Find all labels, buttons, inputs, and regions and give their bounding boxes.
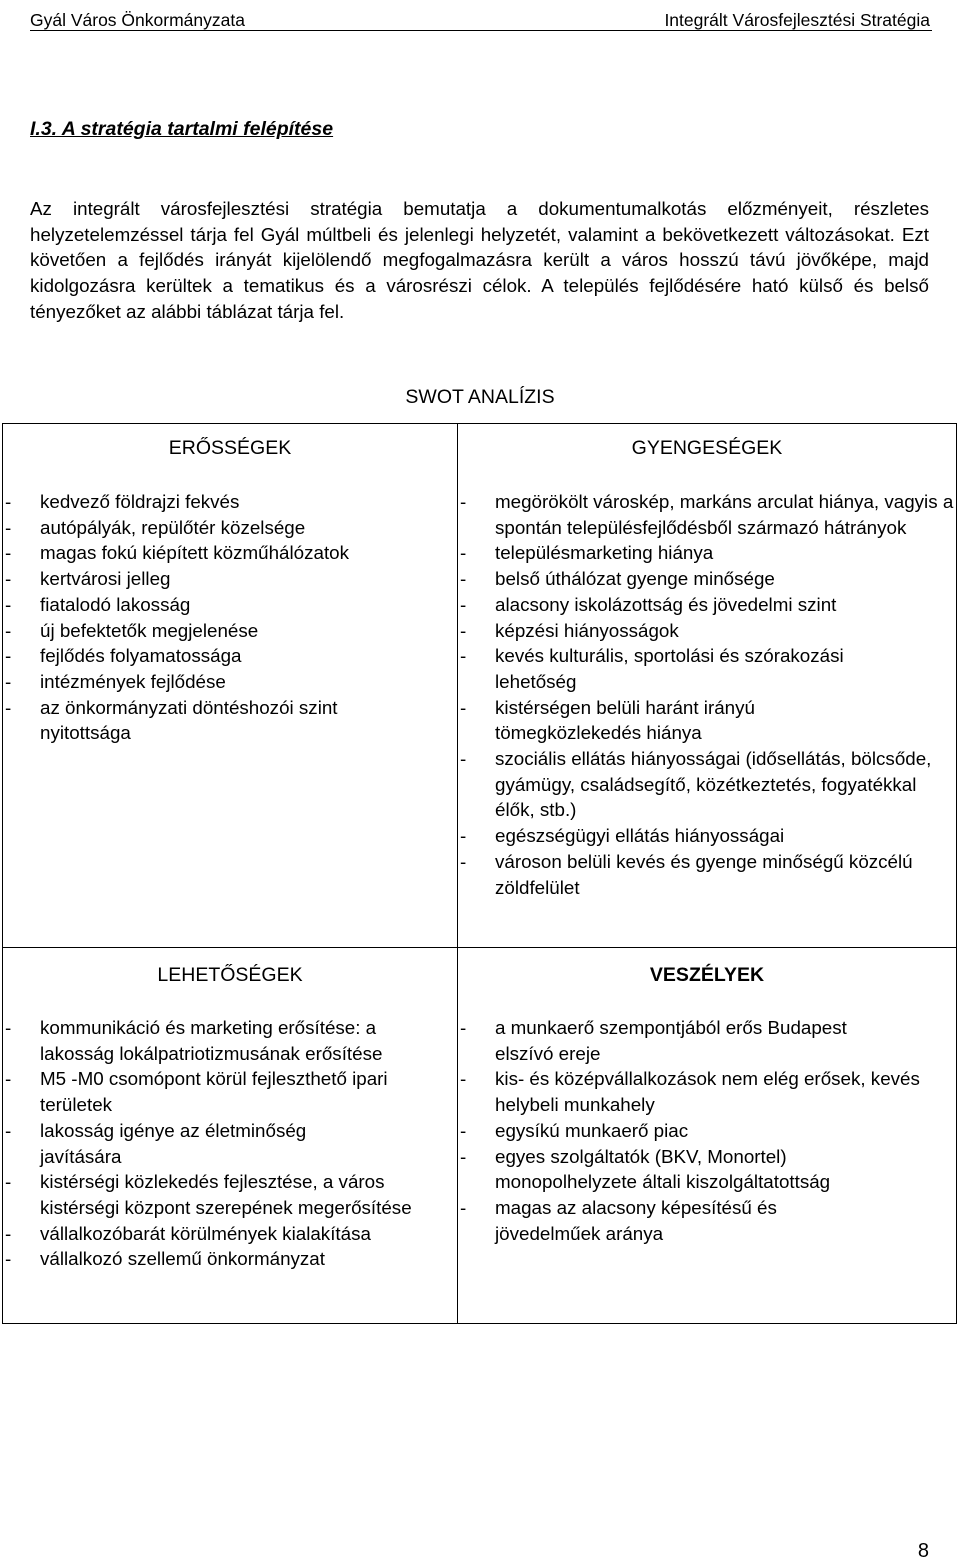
list-item: - M5 -M0 csomópont körül fejleszthető ipari területek — [5, 1066, 455, 1117]
section-title: I.3. A stratégia tartalmi felépítése — [30, 118, 334, 140]
list-item: - magas fokú kiépített közműhálózatok — [5, 540, 450, 566]
strengths-heading: ERŐSSÉGEK — [168, 437, 292, 459]
list-item: - kistérségi közlekedés fejlesztése, a város kistérségi központ szerepének megerősítése — [5, 1169, 455, 1220]
list-item: - egészségügyi ellátás hiányosságai — [460, 823, 955, 849]
intro-paragraph: Az integrált városfejlesztési stratégia bemutatja a dokumentumalkotás előzményeit, részletes helyzetelemzéssel tárja fel Gyál múltbeli és jelenlegi helyzetét, valamint a bekövetkezett változásokat. Ezt követően a fejlődés irányát kijelölendő megfogalmazásra került a város hosszú távú jövőképe, majd kidolgozásra kerültek a tematikus és a városrészi célok. A település fejlődésére ható külső és belső tényezőket az alábbi táblázat tárja fel. — [30, 198, 929, 322]
opportunities-list — [5, 1015, 455, 1272]
list-item: - fejlődés folyamatossága — [5, 643, 450, 669]
list-item: - városon belüli kevés és gyenge minőségű közcélú zöldfelület — [460, 849, 925, 900]
list-item: - fiatalodó lakosság — [5, 592, 450, 618]
weaknesses-list — [460, 489, 955, 900]
list-item: - intézmények fejlődése — [5, 669, 450, 695]
list-item: - kis- és középvállalkozások nem elég erősek, kevés helybeli munkahely — [460, 1066, 955, 1117]
list-item: - kertvárosi jelleg — [5, 566, 450, 592]
list-item: - autópályák, repülőtér közelsége — [5, 515, 450, 541]
page-number: 8 — [917, 1540, 929, 1562]
table-divider-vertical — [457, 423, 458, 1324]
table-border-left — [2, 423, 3, 1324]
list-item: - új befektetők megjelenése — [5, 618, 450, 644]
threats-heading: VESZÉLYEK — [649, 964, 765, 986]
table-border-bottom — [2, 1323, 957, 1324]
list-item: - kommunikáció és marketing erősítése: a lakosság lokálpatriotizmusának erősítése — [5, 1015, 455, 1066]
list-item: - képzési hiányosságok — [460, 618, 955, 644]
list-item: - kistérségen belüli haránt irányú tömegközlekedés hiánya — [460, 695, 815, 746]
list-item: - alacsony iskolázottság és jövedelmi szint — [460, 592, 955, 618]
list-item: - településmarketing hiánya — [460, 540, 955, 566]
header-organization: Gyál Város Önkormányzata — [30, 10, 245, 30]
weaknesses-heading: GYENGESÉGEK — [631, 437, 783, 459]
opportunities-heading: LEHETŐSÉGEK — [157, 964, 303, 986]
list-item: - egyes szolgáltatók (BKV, Monortel) monopolhelyzete általi kiszolgáltatottság — [460, 1144, 915, 1195]
list-item: - kedvező földrajzi fekvés — [5, 489, 450, 515]
table-border-right — [956, 423, 957, 1324]
table-border-middle — [2, 947, 957, 948]
strengths-list — [5, 489, 450, 746]
header-document-title: Integrált Városfejlesztési Stratégia — [664, 10, 930, 30]
list-item: - megörökölt városkép, markáns arculat hiánya, vagyis a spontán településfejlődésből származó hátrányok — [460, 489, 955, 540]
list-item: - belső úthálózat gyenge minősége — [460, 566, 955, 592]
list-item: - vállalkozó szellemű önkormányzat — [5, 1246, 455, 1272]
list-item: - szociális ellátás hiányosságai (idősellátás, bölcsőde, gyámügy, családsegítő, közétkeztetés, fogyatékkal élők, stb.) — [460, 746, 935, 823]
page-header — [30, 5, 932, 31]
list-item: - a munkaerő szempontjából erős Budapest elszívó ereje — [460, 1015, 895, 1066]
list-item: - magas az alacsony képesítésű és jövedelműek aránya — [460, 1195, 845, 1246]
list-item: - kevés kulturális, sportolási és szórakozási lehetőség — [460, 643, 915, 694]
table-border-top — [2, 423, 957, 424]
list-item: - az önkormányzati döntéshozói szint nyitottsága — [5, 695, 370, 746]
list-item: - egysíkú munkaerő piac — [460, 1118, 955, 1144]
swot-title: SWOT ANALÍZIS — [405, 386, 555, 408]
threats-list — [460, 1015, 955, 1246]
list-item: - vállalkozóbarát körülmények kialakítása — [5, 1221, 455, 1247]
list-item: - lakosság igénye az életminőség javítására — [5, 1118, 380, 1169]
